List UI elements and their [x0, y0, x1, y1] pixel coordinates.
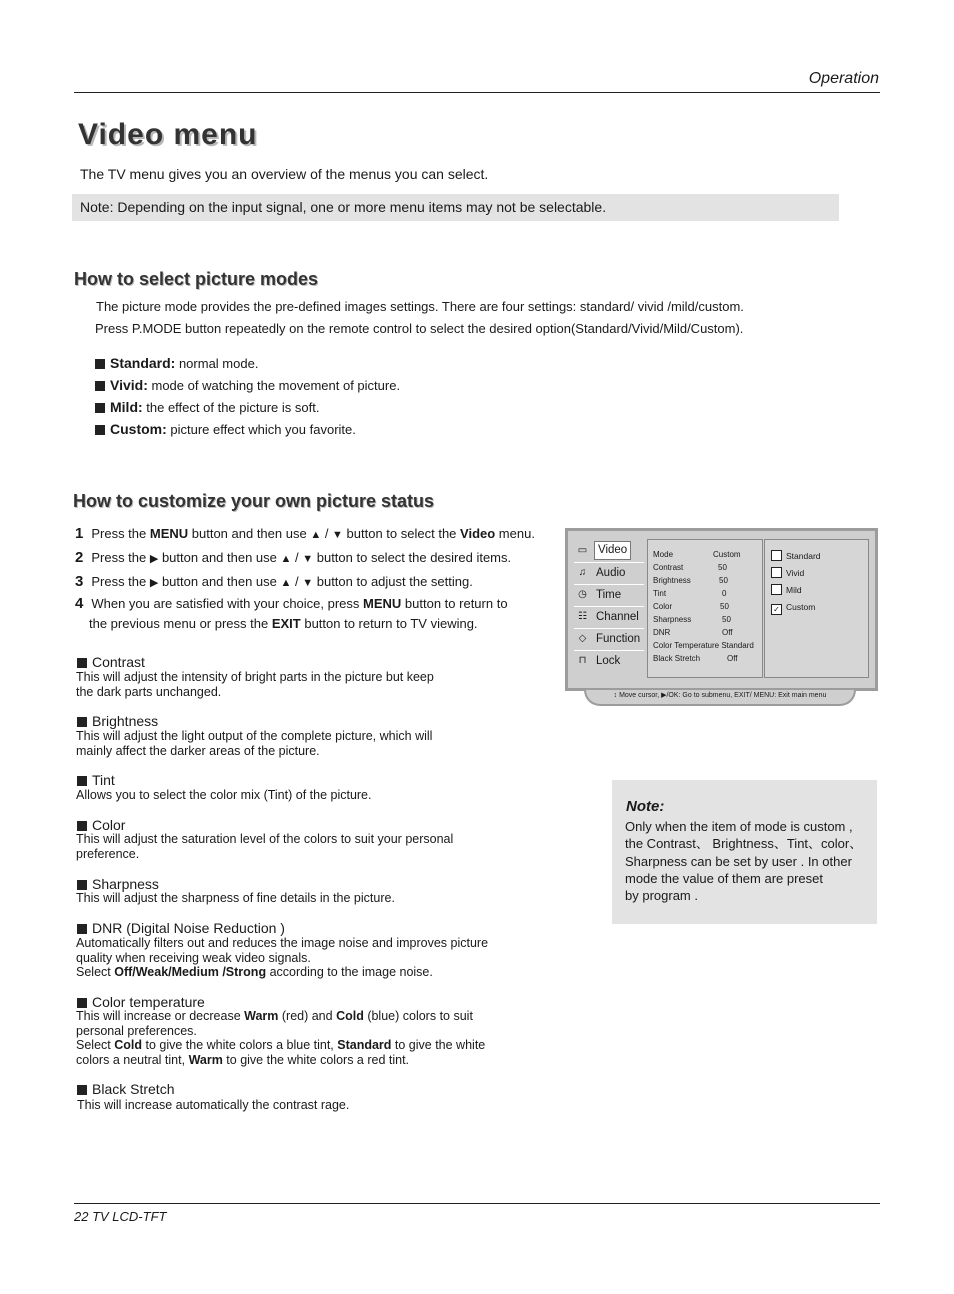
mode-standard: [95, 355, 258, 371]
osd-menu-label: Audio: [596, 567, 626, 579]
sharpness-description: [76, 891, 395, 906]
bullet-square-icon: [77, 998, 87, 1008]
desc-line: [76, 1009, 485, 1024]
up-arrow-icon: ▲: [280, 577, 292, 589]
desc-text: to give the white: [391, 1038, 486, 1052]
intro-text: The TV menu gives you an overview of the menus you can select.: [80, 166, 489, 182]
osd-option-mild: [771, 584, 802, 595]
tint-description: [76, 788, 371, 803]
desc-line: This will adjust the intensity of bright parts in the picture but keep: [76, 670, 434, 684]
bullet-square-icon: [77, 924, 87, 934]
desc-line: Allows you to select the color mix (Tint) of the picture.: [76, 788, 372, 802]
osd-row-contrast: [653, 563, 727, 572]
up-arrow-icon: ▲: [310, 529, 322, 541]
desc-bold: Warm: [188, 1052, 223, 1067]
step-text: Press the: [91, 574, 150, 589]
osd-help-bar: [584, 690, 856, 706]
mode-desc: mode of watching the movement of picture.: [147, 378, 401, 393]
function-icon: ◇: [578, 633, 587, 644]
down-arrow-icon: ▼: [302, 553, 314, 565]
osd-option-custom: [771, 602, 815, 615]
step-key: MENU: [149, 526, 189, 541]
osd-menu-label: Lock: [596, 655, 621, 667]
osd-row-color-temperature: [653, 641, 754, 650]
osd-row-value: Off: [722, 628, 733, 637]
step-text: button to return to TV viewing.: [300, 616, 478, 631]
desc-text: (blue) colors to suit: [363, 1009, 473, 1023]
step-text: button and then use: [158, 550, 281, 565]
time-icon: ◷: [578, 589, 587, 600]
osd-menu-label: Function: [596, 633, 641, 645]
mode-term: Vivid:: [110, 377, 148, 393]
osd-row-label: Color Temperature: [653, 641, 720, 650]
osd-option-label: Custom: [786, 602, 816, 612]
osd-main-menu: [572, 541, 646, 673]
picture-modes-heading: How to select picture modes: [74, 269, 319, 289]
step-text: button to select the: [342, 526, 461, 541]
dnr-heading: [77, 920, 285, 936]
color-heading: [77, 817, 125, 833]
note-box: [612, 780, 877, 924]
osd-row-value: 50: [719, 576, 728, 585]
osd-menu-illustration: [565, 528, 878, 691]
section-label: Operation: [808, 70, 879, 87]
contrast-heading: [77, 654, 145, 670]
mode-desc: picture effect which you favorite.: [166, 422, 356, 437]
step-1: [75, 525, 535, 542]
osd-row-label: Mode: [653, 550, 674, 559]
osd-video-settings: [647, 539, 763, 678]
osd-menu-time: [572, 585, 646, 607]
tint-heading: [77, 772, 115, 788]
note-bar: Note: Depending on the input signal, one or more menu items may not be selectable.: [72, 194, 839, 221]
step-text: menu.: [495, 526, 535, 541]
video-icon: ▭: [577, 545, 588, 556]
osd-row-value: 50: [720, 602, 729, 611]
brightness-heading: [77, 713, 158, 729]
channel-icon: ☷: [578, 611, 587, 622]
lock-icon: ⊓: [578, 655, 587, 666]
osd-row-color: [653, 602, 729, 611]
desc-text: to give the white colors a red tint.: [222, 1052, 410, 1067]
osd-row-brightness: [653, 576, 728, 585]
desc-line: mainly affect the darker areas of the picture.: [76, 743, 320, 758]
bullet-square-icon: [77, 821, 87, 831]
bullet-square-icon: [95, 403, 105, 413]
note-title: Note:: [626, 798, 665, 815]
checkbox-icon: [771, 567, 782, 578]
dnr-description: [76, 936, 488, 980]
desc-line: This will increase automatically the contrast rage.: [77, 1098, 350, 1112]
desc-line: [76, 965, 488, 980]
step-4-continued: [89, 616, 478, 631]
osd-row-label: DNR: [653, 628, 671, 637]
black-stretch-description: [77, 1098, 349, 1113]
osd-row-label: Contrast: [653, 563, 684, 572]
mode-mild: [95, 399, 319, 415]
slash: /: [321, 526, 333, 541]
step-text: Press the: [91, 550, 150, 565]
desc-line: This will adjust the sharpness of fine details in the picture.: [76, 891, 395, 905]
step-text: When you are satisfied with your choice, press: [91, 596, 364, 611]
osd-menu-label: Time: [596, 589, 622, 601]
step-text: button to adjust the setting.: [313, 574, 473, 589]
osd-row-label: Black Stretch: [653, 654, 701, 663]
desc-text: Select: [76, 965, 115, 979]
step-4: [75, 595, 508, 612]
osd-menu-video: [572, 541, 646, 563]
osd-menu-label: Channel: [596, 611, 639, 623]
step-2: [75, 549, 511, 566]
osd-mode-options: [764, 539, 869, 678]
step-text: button to select the desired items.: [313, 550, 512, 565]
step-number: 3: [75, 573, 84, 590]
step-text: button to return to: [401, 596, 508, 611]
checkbox-icon: [771, 550, 782, 561]
step-key: EXIT: [271, 616, 301, 631]
mode-term: Custom:: [110, 421, 167, 437]
desc-text: according to the image noise.: [266, 965, 433, 979]
bullet-square-icon: [95, 425, 105, 435]
osd-option-vivid: [771, 567, 804, 578]
checkbox-icon: [771, 584, 782, 595]
mode-custom: [95, 421, 356, 437]
step-text: the previous menu or press the: [89, 616, 272, 631]
osd-row-value: Standard: [721, 641, 754, 650]
desc-bold: Standard: [337, 1038, 392, 1052]
customize-heading: How to customize your own picture status: [73, 491, 435, 511]
page-footer: 22 TV LCD-TFT: [74, 1209, 167, 1224]
contrast-description: [76, 670, 434, 699]
header-rule: [74, 92, 880, 93]
desc-line: preference.: [76, 846, 140, 861]
bullet-square-icon: [95, 359, 105, 369]
osd-row-mode: [653, 550, 741, 559]
desc-bold: Cold: [114, 1038, 142, 1052]
desc-text: (red) and: [278, 1009, 337, 1023]
step-text: Press the: [91, 526, 150, 541]
osd-row-value: Custom: [713, 550, 741, 559]
mode-vivid: [95, 377, 400, 393]
step-number: 2: [75, 549, 84, 566]
mode-term: Mild:: [110, 399, 143, 415]
desc-text: colors a neutral tint,: [76, 1052, 189, 1067]
audio-icon: ♫: [578, 567, 587, 578]
color-temperature-heading: [77, 994, 205, 1010]
step-key: Video: [460, 526, 496, 541]
up-arrow-icon: ▲: [280, 553, 292, 565]
bullet-square-icon: [77, 658, 87, 668]
osd-option-label: Vivid: [786, 568, 805, 578]
note-text: Only when the item of mode is custom , the Contrast、 Brightness、Tint、color、 Sharpness can be set by user . In other mode the value of them are preset by program .: [625, 819, 863, 904]
step-text: button and then use: [158, 574, 281, 589]
desc-line: This will adjust the saturation level of the colors to suit your personal: [76, 832, 454, 846]
osd-menu-audio: [572, 563, 646, 585]
item-title: Tint: [92, 772, 115, 788]
mode-desc: the effect of the picture is soft.: [142, 400, 320, 415]
bullet-square-icon: [77, 1085, 87, 1095]
osd-row-value: Off: [727, 654, 738, 663]
osd-row-value: 0: [722, 589, 727, 598]
osd-option-standard: [771, 550, 821, 561]
footer-rule: [74, 1203, 880, 1204]
osd-menu-label: Video: [594, 541, 631, 560]
item-title: Color temperature: [92, 994, 205, 1010]
bullet-square-icon: [77, 717, 87, 727]
desc-text: to give the white colors a blue tint,: [142, 1038, 338, 1052]
item-title: Brightness: [92, 713, 159, 729]
step-number: 1: [75, 525, 84, 542]
osd-help-text: Move cursor, ▶/OK: Go to submenu, EXIT/ MENU: Exit main menu: [619, 692, 827, 699]
desc-line: quality when receiving weak video signals.: [76, 950, 311, 965]
down-arrow-icon: ▼: [302, 577, 314, 589]
step-3: [75, 573, 473, 590]
osd-row-value: 50: [718, 563, 727, 572]
step-number: 4: [75, 595, 84, 612]
desc-line: [76, 1038, 485, 1053]
down-arrow-icon: ▼: [332, 529, 343, 541]
desc-text: Select: [76, 1038, 115, 1052]
item-title: Sharpness: [92, 876, 159, 892]
osd-menu-channel: [572, 607, 646, 629]
osd-row-label: Color: [653, 602, 673, 611]
desc-line: [76, 1053, 485, 1068]
desc-line: Automatically filters out and reduces the image noise and improves picture: [76, 936, 489, 950]
desc-line: personal preferences.: [76, 1023, 197, 1038]
mode-desc: normal mode.: [175, 356, 259, 371]
desc-bold: Warm: [244, 1009, 279, 1023]
item-title: DNR (Digital Noise Reduction ): [92, 920, 285, 936]
desc-bold: Off/Weak/Medium /Strong: [114, 965, 267, 979]
right-arrow-icon: ▶: [149, 577, 159, 589]
slash: /: [291, 550, 303, 565]
desc-bold: Cold: [336, 1009, 364, 1023]
step-key: MENU: [363, 596, 402, 611]
osd-menu-function: [572, 629, 646, 651]
mode-term: Standard:: [110, 355, 176, 371]
color-temperature-description: [76, 1009, 485, 1067]
checkbox-checked-icon: ✓: [771, 604, 782, 615]
osd-row-label: Sharpness: [653, 615, 692, 624]
up-down-icon: ↕: [613, 692, 620, 699]
color-description: [76, 832, 453, 861]
osd-row-tint: [653, 589, 727, 598]
osd-row-value: 50: [722, 615, 731, 624]
osd-row-dnr: [653, 628, 733, 637]
black-stretch-heading: [77, 1081, 174, 1097]
item-title: Contrast: [92, 654, 145, 670]
osd-row-label: Brightness: [653, 576, 691, 585]
step-text: button and then use: [188, 526, 311, 541]
osd-menu-lock: [572, 651, 646, 673]
item-title: Color: [92, 817, 126, 833]
bullet-square-icon: [77, 880, 87, 890]
osd-option-label: Standard: [786, 551, 821, 561]
modes-paragraph-1: The picture mode provides the pre-defined images settings. There are four settings: standard/ vivid /mild/custom.: [96, 299, 744, 314]
brightness-description: [76, 729, 432, 758]
bullet-square-icon: [77, 776, 87, 786]
right-arrow-icon: ▶: [149, 553, 159, 565]
modes-paragraph-2: Press P.MODE button repeatedly on the remote control to select the desired option(Standard/Vivid/Mild/Custom).: [95, 321, 744, 336]
bullet-square-icon: [95, 381, 105, 391]
desc-text: This will increase or decrease: [76, 1009, 245, 1023]
sharpness-heading: [77, 876, 159, 892]
desc-line: the dark parts unchanged.: [76, 684, 222, 699]
osd-row-label: Tint: [653, 589, 667, 598]
page-title: Video menu: [78, 118, 258, 151]
osd-row-sharpness: [653, 615, 731, 624]
item-title: Black Stretch: [92, 1081, 175, 1097]
slash: /: [291, 574, 303, 589]
desc-line: This will adjust the light output of the complete picture, which will: [76, 729, 433, 743]
osd-option-label: Mild: [786, 585, 802, 595]
osd-row-black-stretch: [653, 654, 738, 663]
